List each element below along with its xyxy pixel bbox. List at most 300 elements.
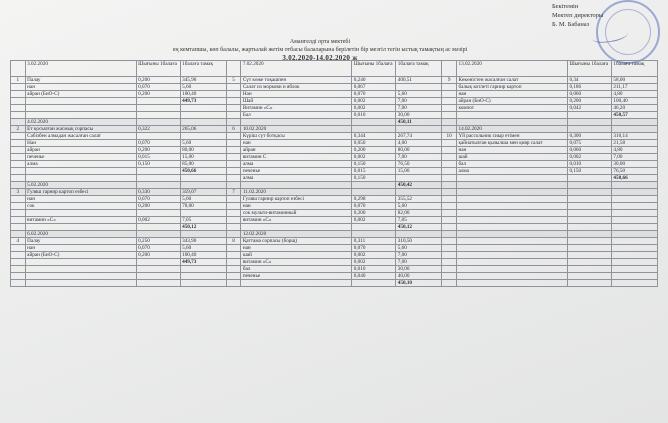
title-date-range: 3.02.2020-14.02.2020 ж [282,54,358,62]
table-cell [456,259,567,266]
table-cell: 450,12 [180,224,226,231]
table-cell [611,259,657,266]
table-cell [396,126,442,133]
title-description: ең кемтапшы, көп балалы, жартылай жетім отбасы балаларына берілетін бір мезгіл тегін ыстық тамақтың ас мәзірі [172,47,468,53]
table-cell [442,224,457,231]
table-cell [456,252,567,259]
table-cell [11,217,26,224]
table-cell [456,231,567,238]
table-cell [136,266,180,273]
approval-block [552,2,662,29]
table-cell: 343,90 [180,238,226,245]
table-cell: 450,42 [396,182,442,189]
table-cell [180,182,226,189]
table-cell [226,280,241,287]
table-row [11,252,658,259]
table-cell: 5,60 [180,245,226,252]
table-cell [611,126,657,133]
table-cell: Сүт көже тоқашпен [241,77,352,84]
table-row [11,266,658,273]
table-cell [25,175,136,182]
table-cell [180,210,226,217]
table-cell: Салат из моркови и яблок [241,84,352,91]
table-cell [11,133,26,140]
table-cell [11,252,26,259]
table-cell [456,273,567,280]
table-cell [442,175,457,182]
table-cell [442,189,457,196]
table-cell [11,196,26,203]
table-cell [567,203,611,210]
table-cell: 0,070 [352,91,396,98]
table-cell [456,112,567,119]
table-cell: 4 [11,238,26,245]
table-cell [442,259,457,266]
table-cell [611,224,657,231]
table-cell [442,140,457,147]
table-cell: нан [456,147,567,154]
table-cell: 7,05 [396,217,442,224]
table-cell [456,266,567,273]
table-cell: 5,60 [396,91,442,98]
table-cell [567,217,611,224]
table-row [11,77,658,84]
table-cell: 0,002 [352,259,396,266]
table-cell [567,231,611,238]
table-cell: алма [241,175,352,182]
table-cell: айран (БиО-С) [25,91,136,98]
table-cell [456,245,567,252]
table-cell [226,84,241,91]
table-cell [226,133,241,140]
table-cell [136,98,180,105]
table-cell: айран (БиО-С) [25,252,136,259]
table-cell: 0,311 [352,238,396,245]
table-cell [11,140,26,147]
table-cell [567,175,611,182]
table-cell: Қаттама сорпасы (борщ) [241,238,352,245]
table-cell: 40,00 [396,273,442,280]
table-cell [567,182,611,189]
table-cell [136,182,180,189]
table-cell: бал [241,266,352,273]
table-cell [11,91,26,98]
table-cell [611,217,657,224]
table-cell: 100,40 [611,98,657,105]
table-cell: 0,240 [352,77,396,84]
table-cell: алма [456,168,567,175]
table-cell [442,273,457,280]
table-cell [25,224,136,231]
table-cell [226,147,241,154]
table-cell [611,119,657,126]
table-cell: 5 [226,77,241,84]
table-row [11,203,658,210]
table-cell: 3 [11,189,26,196]
table-cell: 82,00 [396,210,442,217]
table-cell [611,245,657,252]
table-cell: Витамин «С» [241,105,352,112]
table-cell [25,266,136,273]
header-cost-a: Шығыны 1балаға [136,61,180,77]
menu-table [10,60,658,287]
table-cell [567,112,611,119]
table-cell [241,182,352,189]
header-date-b: 7.02.2020 [241,61,352,77]
table-cell [442,112,457,119]
table-cell: 0,34 [567,77,611,84]
document-title [110,38,530,62]
table-cell [226,91,241,98]
table-cell: 0,070 [352,203,396,210]
table-cell: Көкөністен жасалған салат [456,77,567,84]
table-cell [11,98,26,105]
table-cell [136,273,180,280]
table-row [11,217,658,224]
table-cell [442,280,457,287]
table-cell [611,203,657,210]
table-cell: нан [25,84,136,91]
table-cell [11,231,26,238]
table-cell [11,168,26,175]
table-cell: 5.02.2020 [25,182,136,189]
table-cell: Гуляш гарнир картоп езбесі [241,196,352,203]
approval-line-3: Б. М. Бабаназ [552,21,590,28]
table-cell [180,112,226,119]
table-row [11,224,658,231]
table-cell: айран [241,147,352,154]
table-cell: Нан [25,140,136,147]
table-cell [396,189,442,196]
table-cell: Үй рассольник сиыр етімен [456,133,567,140]
table-cell [136,210,180,217]
table-cell: 30,00 [396,112,442,119]
table-cell: 80,00 [180,147,226,154]
table-cell: 310,14 [611,133,657,140]
table-cell: Шай [241,98,352,105]
header-portion-b: 1балаға тамақ [396,61,442,77]
header-portion-a: 1балаға тамақ [180,61,226,77]
table-row [11,105,658,112]
table-cell: 355,52 [396,196,442,203]
table-cell: 0,002 [352,98,396,105]
table-cell [442,266,457,273]
table-cell [352,224,396,231]
table-cell: 450,66 [611,175,657,182]
table-cell: 0,200 [352,147,396,154]
table-cell: 100,40 [180,252,226,259]
table-cell: 0,150 [352,175,396,182]
table-cell [11,203,26,210]
table-cell: 0,150 [136,161,180,168]
table-cell [241,224,352,231]
table-cell: 359,07 [180,189,226,196]
table-row [11,140,658,147]
table-cell: 15,00 [396,168,442,175]
table-cell [352,126,396,133]
table-cell [241,119,352,126]
table-cell: витамин «С» [241,217,352,224]
table-cell: 211,17 [611,84,657,91]
table-cell: 100,40 [180,91,226,98]
table-row [11,196,658,203]
table-row [11,126,658,133]
table-cell: 0,010 [352,112,396,119]
table-cell [136,119,180,126]
table-cell: 450,57 [611,112,657,119]
table-cell [226,161,241,168]
table-cell: 0,070 [136,245,180,252]
table-cell [442,161,457,168]
table-cell [136,133,180,140]
table-cell: 0,200 [136,147,180,154]
table-cell: айран (БиО-С) [456,98,567,105]
table-cell: 5,60 [396,245,442,252]
table-cell [25,98,136,105]
table-cell: 0,002 [352,154,396,161]
table-row [11,168,658,175]
table-row [11,98,658,105]
table-cell [442,245,457,252]
table-cell [226,168,241,175]
table-cell: 15,00 [180,154,226,161]
table-cell: 7,00 [396,98,442,105]
table-cell [136,175,180,182]
table-cell [136,231,180,238]
table-cell: 7,00 [396,252,442,259]
table-cell: 0,330 [136,189,180,196]
table-cell [567,224,611,231]
table-cell [25,105,136,112]
table-cell: Палау [25,238,136,245]
table-cell: 0,002 [352,252,396,259]
table-cell [442,217,457,224]
header-date-a: 3.02.2020 [25,61,136,77]
header-cost-c: Шығыны 1балаға [567,61,611,77]
table-cell: 449,73 [180,259,226,266]
table-cell [456,189,567,196]
table-cell [567,189,611,196]
table-cell [226,245,241,252]
table-cell [442,196,457,203]
table-cell: печенье [241,273,352,280]
table-cell [442,252,457,259]
table-cell: айран [25,147,136,154]
table-cell [11,112,26,119]
table-cell: 0,344 [352,133,396,140]
table-cell [611,189,657,196]
table-cell: Күріш сүт ботқасы [241,133,352,140]
table-cell [11,245,26,252]
table-cell [226,203,241,210]
table-cell [226,231,241,238]
table-cell: сок [25,203,136,210]
table-cell: 0,200 [567,98,611,105]
table-cell [442,154,457,161]
table-cell: 0,010 [352,266,396,273]
table-cell: 5,60 [396,203,442,210]
table-cell: витамин С [241,154,352,161]
table-cell [11,210,26,217]
table-cell [180,266,226,273]
table-row [11,161,658,168]
table-cell: нан [241,140,352,147]
table-cell [611,266,657,273]
table-cell [456,196,567,203]
table-cell [11,84,26,91]
table-cell [226,140,241,147]
table-cell: 0,300 [567,133,611,140]
table-cell: 4,80 [611,91,657,98]
table-cell: Ет қосылған жасмық сорпасы [25,126,136,133]
table-cell: нан [241,245,352,252]
table-cell: 12.02.2020 [241,231,352,238]
table-cell: сок мульти-витаминный [241,210,352,217]
table-cell: 0,002 [352,105,396,112]
table-cell [136,259,180,266]
table-cell: 0,070 [136,84,180,91]
table-cell [396,84,442,91]
table-cell [567,245,611,252]
table-cell [226,119,241,126]
table-cell: 450,11 [396,119,442,126]
table-cell: 0,250 [136,238,180,245]
table-cell: 4,00 [396,140,442,147]
table-cell [11,161,26,168]
table-cell [442,210,457,217]
table-cell [226,259,241,266]
table-cell [456,203,567,210]
table-cell [567,196,611,203]
table-header-row [11,61,658,77]
table-cell: Нан [241,91,352,98]
table-cell [442,91,457,98]
table-cell [352,119,396,126]
table-cell [180,280,226,287]
table-cell: 0,015 [352,168,396,175]
table-row [11,154,658,161]
table-cell [396,231,442,238]
table-cell: 0,200 [136,77,180,84]
table-cell: 450,10 [396,280,442,287]
table-cell [442,168,457,175]
table-cell: 80,00 [396,147,442,154]
table-cell [456,238,567,245]
table-cell [567,238,611,245]
table-cell [396,175,442,182]
table-row [11,147,658,154]
table-cell [226,112,241,119]
table-cell [567,126,611,133]
table-cell [11,175,26,182]
table-cell: 0,040 [352,273,396,280]
table-cell [442,203,457,210]
table-cell [226,175,241,182]
table-cell: Бал [241,112,352,119]
table-cell: нан [25,245,136,252]
table-cell: Гуляш гарнир картоп езбесі [25,189,136,196]
table-cell: печенье [241,168,352,175]
table-cell: 8 [226,238,241,245]
table-cell: 0,186 [567,84,611,91]
table-cell: 450,12 [396,224,442,231]
table-cell: 78,00 [180,203,226,210]
table-cell: 2 [11,126,26,133]
table-cell: 310,50 [396,238,442,245]
table-cell [226,210,241,217]
table-cell: 7,00 [396,259,442,266]
table-cell: алма [25,161,136,168]
table-cell [180,105,226,112]
table-cell: 76,50 [396,161,442,168]
table-cell: 7 [226,189,241,196]
table-cell [567,252,611,259]
approval-line-1: Бекітемін [552,3,579,10]
table-cell: 0,075 [567,140,611,147]
table-cell: 0,002 [567,154,611,161]
table-cell [11,182,26,189]
table-row [11,84,658,91]
table-cell: нан [456,91,567,98]
table-cell [442,182,457,189]
table-row [11,245,658,252]
table-cell [25,273,136,280]
table-cell [180,175,226,182]
table-cell: 0,070 [352,245,396,252]
table-cell [442,231,457,238]
table-cell: 0,070 [136,140,180,147]
table-cell [456,224,567,231]
table-row [11,231,658,238]
table-cell: 14.02.2020 [456,126,567,133]
table-cell: 0,002 [352,217,396,224]
table-cell [456,280,567,287]
table-cell [11,280,26,287]
table-cell [226,217,241,224]
table-cell [11,224,26,231]
table-cell: Палау [25,77,136,84]
table-cell [25,280,136,287]
table-cell: 7,00 [396,154,442,161]
table-row [11,182,658,189]
table-cell [442,105,457,112]
table-row [11,259,658,266]
table-cell: 7,05 [180,217,226,224]
header-cost-b: Шығыны 1балаға [352,61,396,77]
table-cell [611,252,657,259]
table-cell [136,112,180,119]
table-cell: нан [241,203,352,210]
table-cell [456,119,567,126]
table-cell [352,231,396,238]
table-cell [136,168,180,175]
table-cell [25,168,136,175]
table-cell [611,238,657,245]
table-cell: печенье [25,154,136,161]
table-cell [456,182,567,189]
table-cell: нан [25,196,136,203]
table-cell: қайнатылған қызылша мен қияр салат [456,140,567,147]
table-cell [11,266,26,273]
table-cell [180,273,226,280]
table-row [11,112,658,119]
table-cell [442,147,457,154]
table-cell: 0,015 [136,154,180,161]
table-cell: 21,58 [611,140,657,147]
table-cell [611,273,657,280]
table-cell [567,210,611,217]
table-cell [226,105,241,112]
